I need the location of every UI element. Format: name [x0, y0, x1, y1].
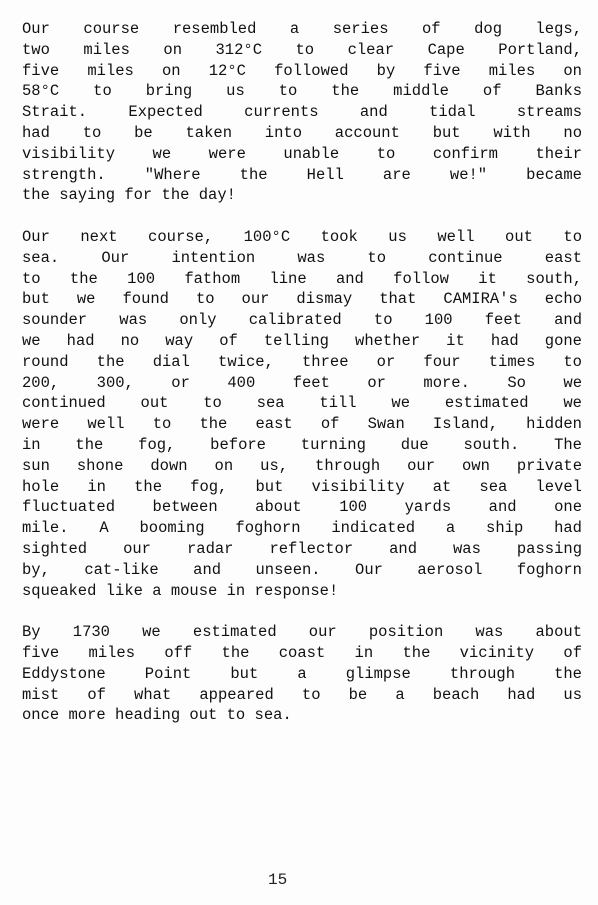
text-line: fluctuated between about 100 yards and one [22, 498, 582, 517]
text-line: two miles on 312°C to clear Cape Portland, [22, 40, 582, 59]
text-line: once more heading out to sea. [22, 706, 292, 725]
text-line: squeaked like a mouse in response! [22, 581, 339, 600]
text-line: five miles off the coast in the vicinity of [22, 643, 582, 662]
text-line: strength. "Where the Hell are we!" became [22, 165, 582, 184]
text-line: by, cat-like and unseen. Our aerosol foghorn [22, 560, 582, 579]
text-line: the saying for the day! [22, 186, 236, 205]
text-line: mist of what appeared to be a beach had us [22, 685, 582, 704]
text-line: Our next course, 100°C took us well out to [22, 227, 582, 246]
text-line: sounder was only calibrated to 100 feet and [22, 311, 582, 330]
paragraph-2 [22, 227, 582, 601]
text-line: sighted our radar reflector and was passing [22, 539, 582, 558]
text-line: in the fog, before turning due south. The [22, 435, 582, 454]
text-line: Strait. Expected currents and tidal streams [22, 103, 582, 122]
text-line: hole in the fog, but visibility at sea level [22, 477, 582, 496]
text-line: were well to the east of Swan Island, hidden [22, 415, 582, 434]
text-line: sun shone down on us, through our own private [22, 456, 582, 475]
text-line: visibility we were unable to confirm their [22, 144, 582, 163]
text-line: Our course resembled a series of dog legs, [22, 20, 582, 38]
text-line: sea. Our intention was to continue east [22, 248, 582, 267]
text-line: mile. A booming foghorn indicated a ship had [22, 519, 582, 538]
text-line: 58°C to bring us to the middle of Banks [22, 82, 582, 101]
text-line: Eddystone Point but a glimpse through the [22, 664, 582, 683]
text-line: round the dial twice, three or four times to [22, 352, 582, 371]
text-line: 200, 300, or 400 feet or more. So we [22, 373, 582, 392]
text-line: to the 100 fathom line and follow it south, [22, 269, 582, 288]
text-line: but we found to our dismay that CAMIRA's echo [22, 290, 582, 309]
text-line: continued out to sea till we estimated we [22, 394, 582, 413]
page-number: 15 [268, 871, 288, 889]
text-line: By 1730 we estimated our position was about [22, 623, 582, 642]
paragraph-1 [22, 19, 582, 206]
paragraph-3 [22, 622, 582, 726]
body-text [22, 19, 582, 747]
text-line: we had no way of telling whether it had gone [22, 331, 582, 350]
text-line: had to be taken into account but with no [22, 123, 582, 142]
text-line: five miles on 12°C followed by five miles on [22, 61, 582, 80]
